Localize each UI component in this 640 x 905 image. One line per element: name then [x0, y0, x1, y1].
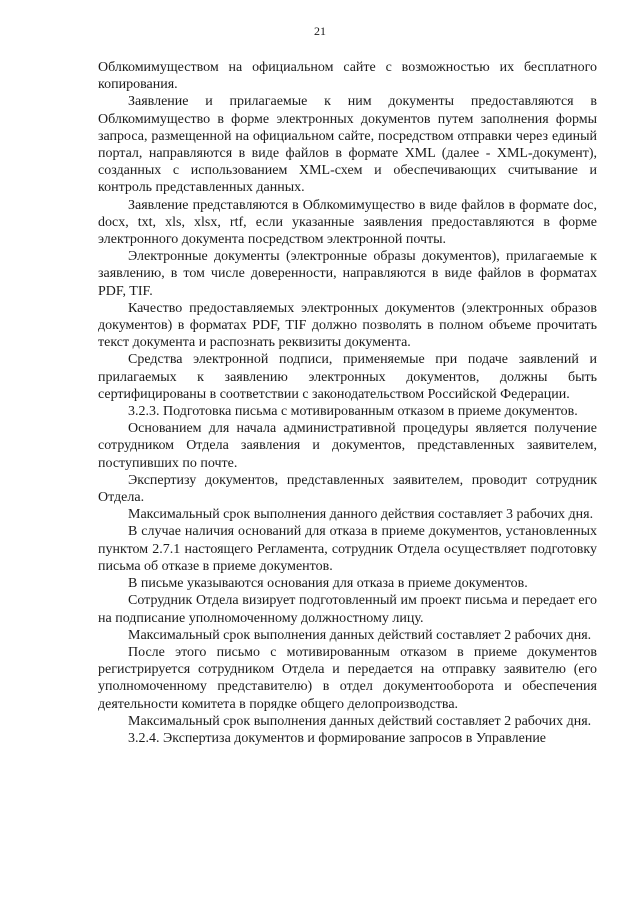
paragraph: Максимальный срок выполнения данного действия составляет 3 рабочих дня. — [128, 507, 594, 523]
paragraph: Максимальный срок выполнения данных действий составляет 2 рабочих дня. — [128, 627, 592, 643]
paragraph: 3.2.3. Подготовка письма с мотивированным отказом в приеме документов. — [128, 404, 578, 420]
paragraph: Облкомимуществом на официальном сайте с возможностью их бесплатного копирования. — [98, 60, 597, 93]
paragraph: Заявление и прилагаемые к ним документы предоставляются в Облкомимущество в форме электронных документов путем заполнения формы запроса, размещенной на официальном сайте, посредством отправки через единый портал, направляются в виде файлов в формате XML (далее - XML-документ), созданных с использованием XML-схем и обеспечивающих считывание и контроль представленных данных. — [98, 94, 597, 196]
page-number: 21 — [314, 24, 326, 38]
paragraph: Максимальный срок выполнения данных действий составляет 2 рабочих дня. — [128, 713, 592, 729]
body-text — [98, 59, 597, 747]
paragraph: 3.2.4. Экспертиза документов и формирование запросов в Управление — [128, 730, 547, 746]
paragraph: В случае наличия оснований для отказа в приеме документов, установленных пунктом 2.7.1 настоящего Регламента, сотрудник Отдела осуществляет подготовку письма об отказе в приеме документов. — [98, 524, 597, 574]
paragraph: Экспертизу документов, представленных заявителем, проводит сотрудник Отдела. — [98, 472, 597, 506]
paragraph: В письме указываются основания для отказа в приеме документов. — [128, 576, 528, 592]
paragraph: Качество предоставляемых электронных документов (электронных образов документов) в форматах PDF, TIF должно позволять в полном объеме прочитать текст документа и распознать реквизиты документа. — [98, 300, 597, 351]
paragraph: После этого письмо с мотивированным отказом в приеме документов регистрируется сотрудником Отдела и передается на отправку заявителю (его уполномоченному представителю) в отдел документооборота и обеспечения деятельности комитета в порядке общего делопроизводства. — [98, 644, 597, 712]
paragraph: Средства электронной подписи, применяемые при подаче заявлений и прилагаемых к заявлению электронных документов, должны быть сертифицированы в соответствии с законодательством Российской Федерации. — [98, 352, 597, 402]
paragraph: Заявление представляются в Облкомимущество в виде файлов в формате doc, docx, txt, xls, xlsx, rtf, если указанные заявления предоставляются в форме электронного документа посредством электронной почты. — [98, 197, 597, 248]
paragraph: Электронные документы (электронные образы документов), прилагаемые к заявлению, в том числе доверенности, направляются в виде файлов в форматах PDF, TIF. — [98, 249, 597, 299]
paragraph: Сотрудник Отдела визирует подготовленный им проект письма и передает его на подписание уполномоченному должностному лицу. — [98, 593, 597, 626]
paragraph: Основанием для начала административной процедуры является получение сотрудником Отдела заявления и документов, представленных заявителем, поступивших по почте. — [98, 421, 597, 471]
